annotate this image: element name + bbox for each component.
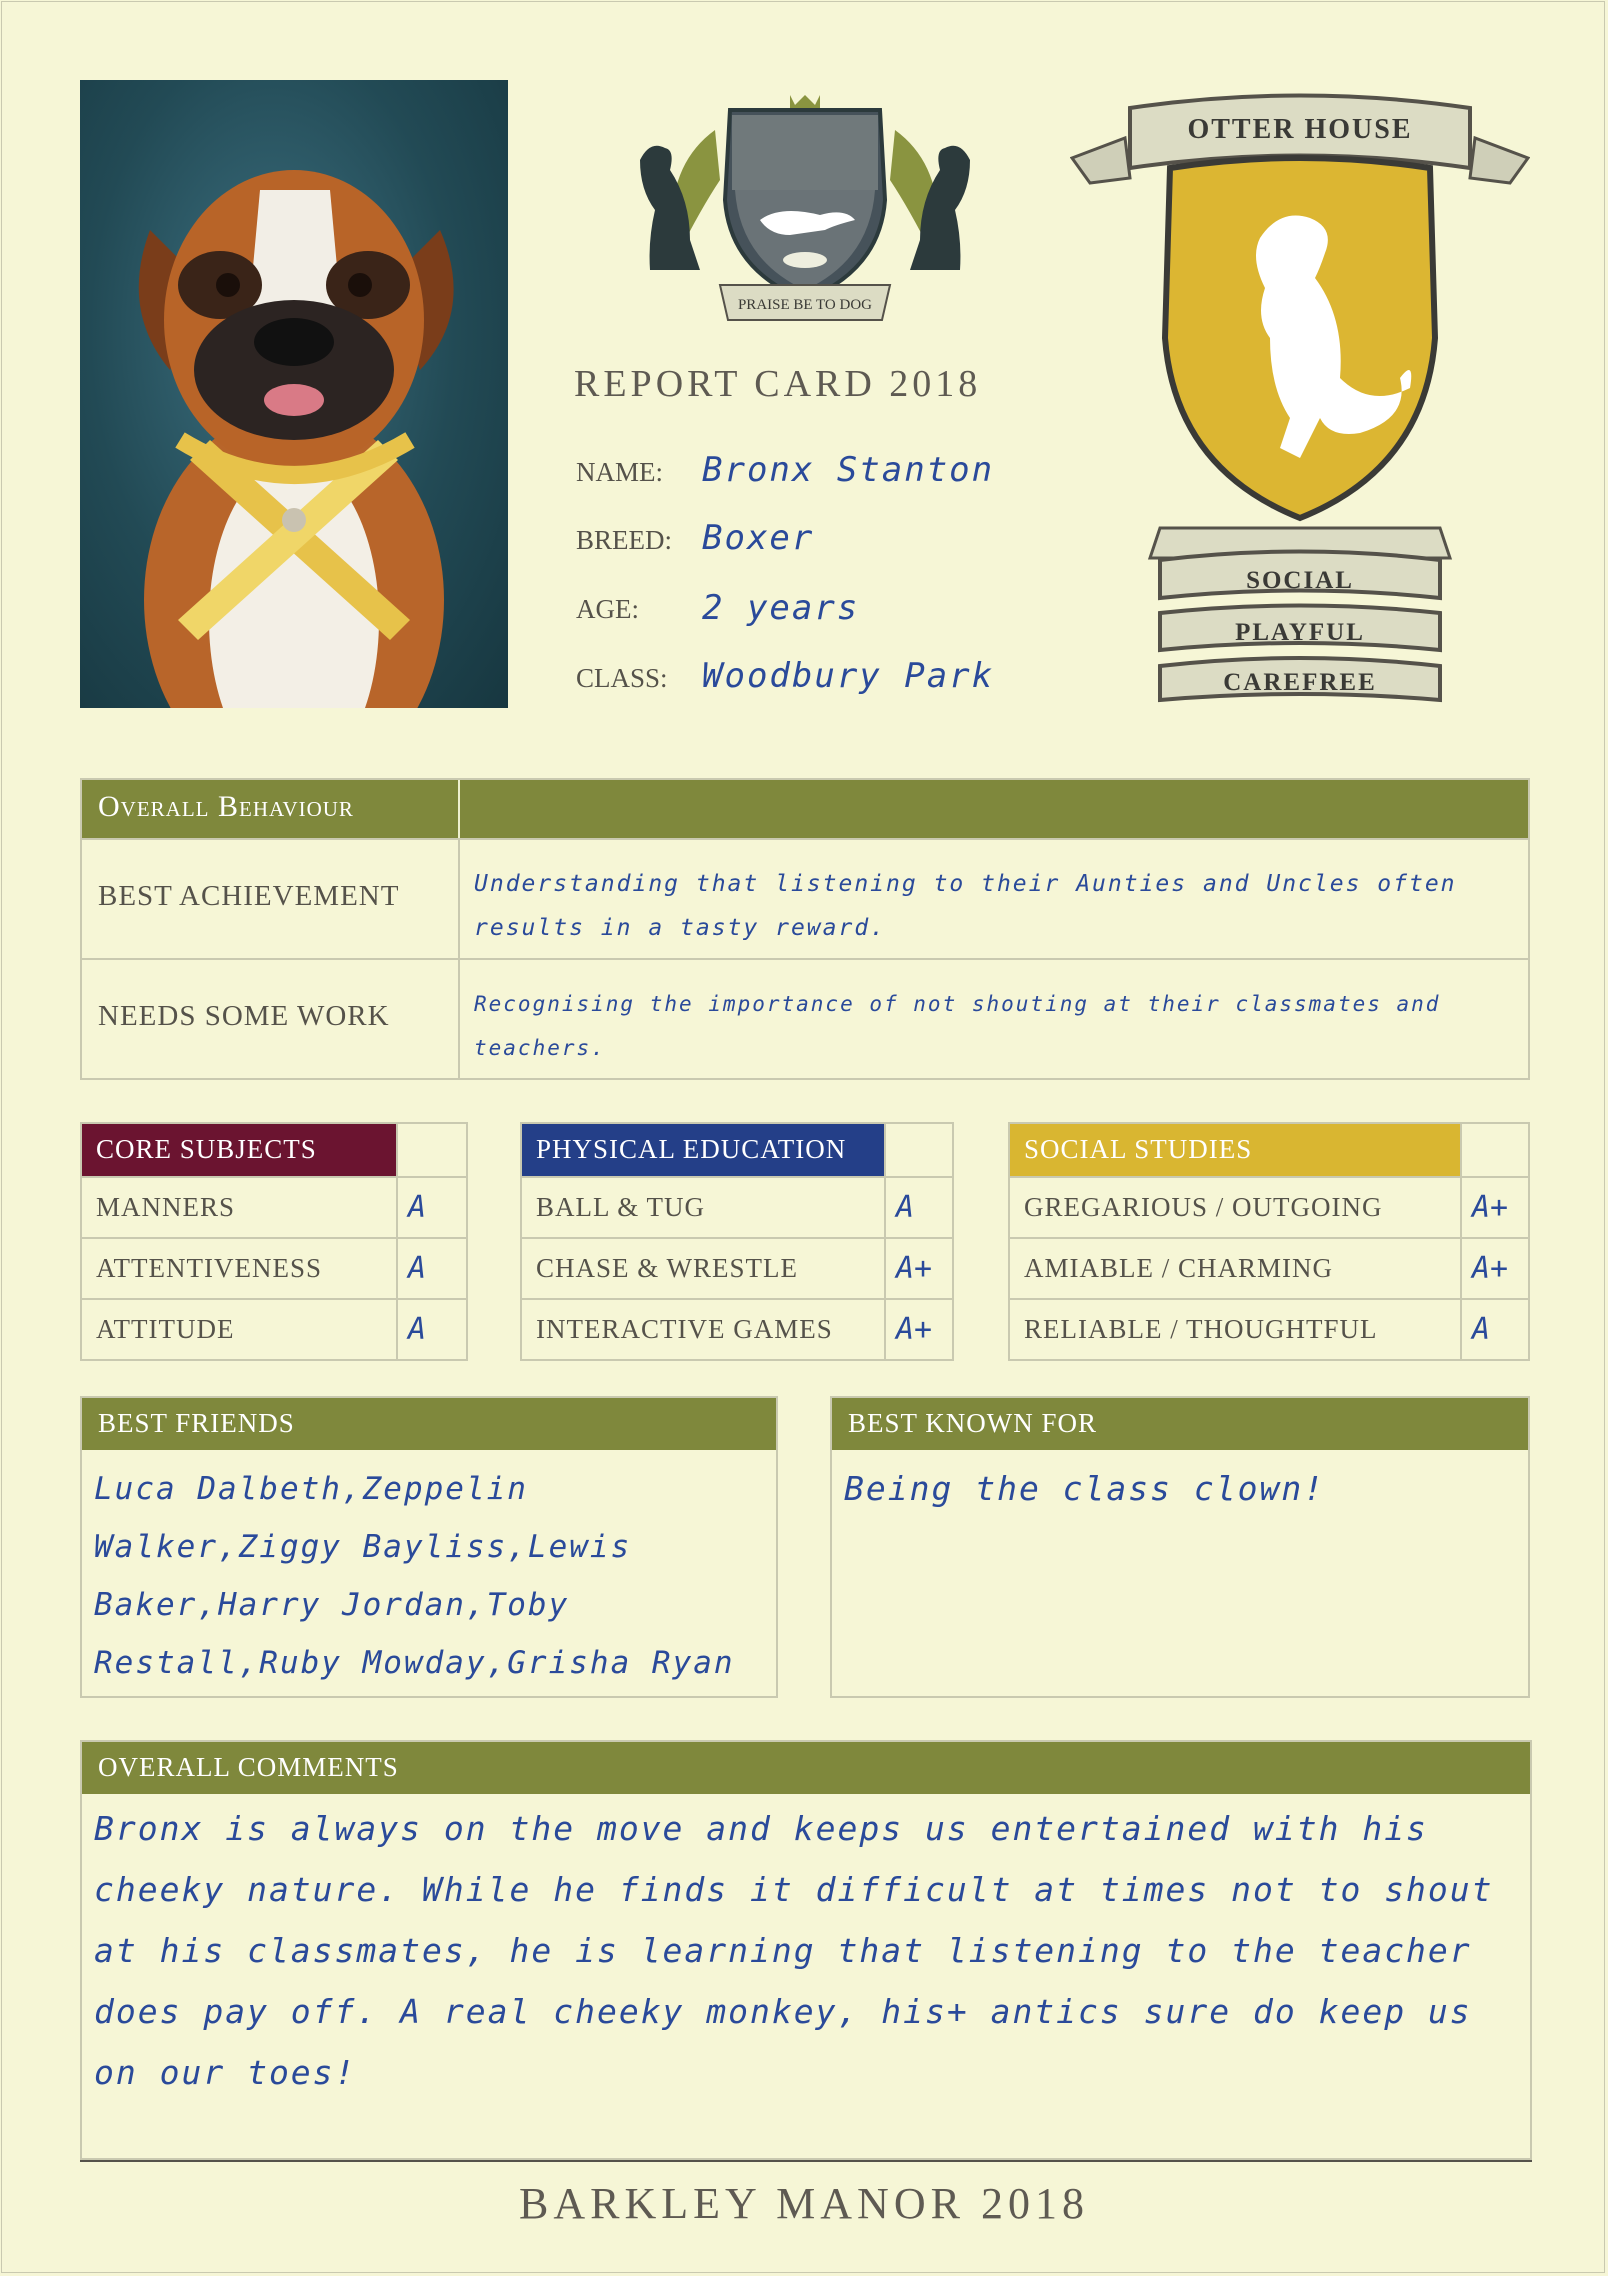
best-known-title: BEST KNOWN FOR <box>832 1398 1528 1450</box>
subject-name: GREGARIOUS / OUTGOING <box>1024 1192 1383 1222</box>
subject-grade: A+ <box>1460 1239 1528 1298</box>
table-row <box>1010 1176 1528 1237</box>
best-friends-text: Luca Dalbeth,Zeppelin Walker,Ziggy Bayliss,Lewis Baker,Harry Jordan,Toby Restall,Ruby Mowday,Grisha Ryan <box>94 1471 735 1681</box>
pe-title: PHYSICAL EDUCATION <box>522 1124 884 1176</box>
comments-title: OVERALL COMMENTS <box>82 1742 1530 1794</box>
row-text: Recognising the importance of not shouting at their classmates and teachers. <box>474 992 1441 1060</box>
subject-grade: A <box>1460 1300 1528 1359</box>
age-value: 2 years <box>702 588 860 628</box>
subject-name: AMIABLE / CHARMING <box>1024 1253 1334 1283</box>
table-row <box>82 838 1528 958</box>
footer-title: BARKLEY MANOR 2018 <box>519 2179 1089 2228</box>
table-row <box>1010 1298 1528 1359</box>
row-label: NEEDS SOME WORK <box>82 960 460 1078</box>
subject-grade: A+ <box>884 1300 952 1359</box>
school-crest <box>620 90 990 330</box>
table-row <box>82 1176 466 1237</box>
name-label: NAME: <box>576 457 663 487</box>
subject-name: ATTITUDE <box>96 1314 235 1344</box>
report-title: REPORT CARD 2018 <box>574 363 982 405</box>
table-row <box>82 1237 466 1298</box>
crest-motto: PRAISE BE TO DOG <box>737 297 873 313</box>
trait-social: SOCIAL <box>1246 567 1354 594</box>
class-label: CLASS: <box>576 663 668 693</box>
house-emblem <box>1070 88 1530 708</box>
subject-name: RELIABLE / THOUGHTFUL <box>1024 1314 1378 1344</box>
footer-divider <box>80 2160 1532 2162</box>
row-label: BEST ACHIEVEMENT <box>82 840 460 958</box>
core-title: CORE SUBJECTS <box>82 1124 396 1176</box>
table-row <box>82 1298 466 1359</box>
breed-label: BREED: <box>576 525 673 555</box>
class-value: Woodbury Park <box>702 656 995 696</box>
subject-grade: A <box>396 1239 466 1298</box>
behaviour-title: Overall Behaviour <box>82 780 460 838</box>
table-row <box>82 958 1528 1078</box>
best-known-text: Being the class clown! <box>844 1469 1326 1508</box>
subject-grade: A+ <box>884 1239 952 1298</box>
subject-grade: A+ <box>1460 1178 1528 1237</box>
subject-grade: A <box>396 1178 466 1237</box>
overall-comments-box <box>80 1740 1532 2160</box>
row-text: Understanding that listening to their Aunties and Uncles often results in a tasty reward. <box>474 871 1457 941</box>
house-name: OTTER HOUSE <box>1187 114 1413 145</box>
subject-name: BALL & TUG <box>536 1192 705 1222</box>
subject-grade: A <box>884 1178 952 1237</box>
name-value: Bronx Stanton <box>702 450 995 490</box>
table-row <box>522 1176 952 1237</box>
physical-education-table <box>520 1122 954 1361</box>
trait-playful: PLAYFUL <box>1235 619 1365 646</box>
comments-text: Bronx is always on the move and keeps us entertained with his cheeky nature. While he finds it difficult at times not to shout at his classmates, he is learning that listening to the teacher does pay off. A real cheeky monkey, his+ antics sure do keep us on our toes! <box>94 1809 1494 2092</box>
table-row <box>522 1298 952 1359</box>
table-row <box>1010 1237 1528 1298</box>
best-friends-title: BEST FRIENDS <box>82 1398 776 1450</box>
best-friends-box <box>80 1396 778 1698</box>
subject-name: CHASE & WRESTLE <box>536 1253 799 1283</box>
social-studies-table <box>1008 1122 1530 1361</box>
trait-carefree: CAREFREE <box>1223 669 1377 696</box>
subject-name: ATTENTIVENESS <box>96 1253 322 1283</box>
social-title: SOCIAL STUDIES <box>1010 1124 1460 1176</box>
dog-photo <box>80 80 508 708</box>
subject-name: MANNERS <box>96 1192 236 1222</box>
best-known-for-box <box>830 1396 1530 1698</box>
behaviour-table <box>80 778 1530 1080</box>
core-subjects-table <box>80 1122 468 1361</box>
age-label: AGE: <box>576 594 639 624</box>
subject-grade: A <box>396 1300 466 1359</box>
table-row <box>522 1237 952 1298</box>
breed-value: Boxer <box>702 518 815 558</box>
subject-name: INTERACTIVE GAMES <box>536 1314 833 1344</box>
